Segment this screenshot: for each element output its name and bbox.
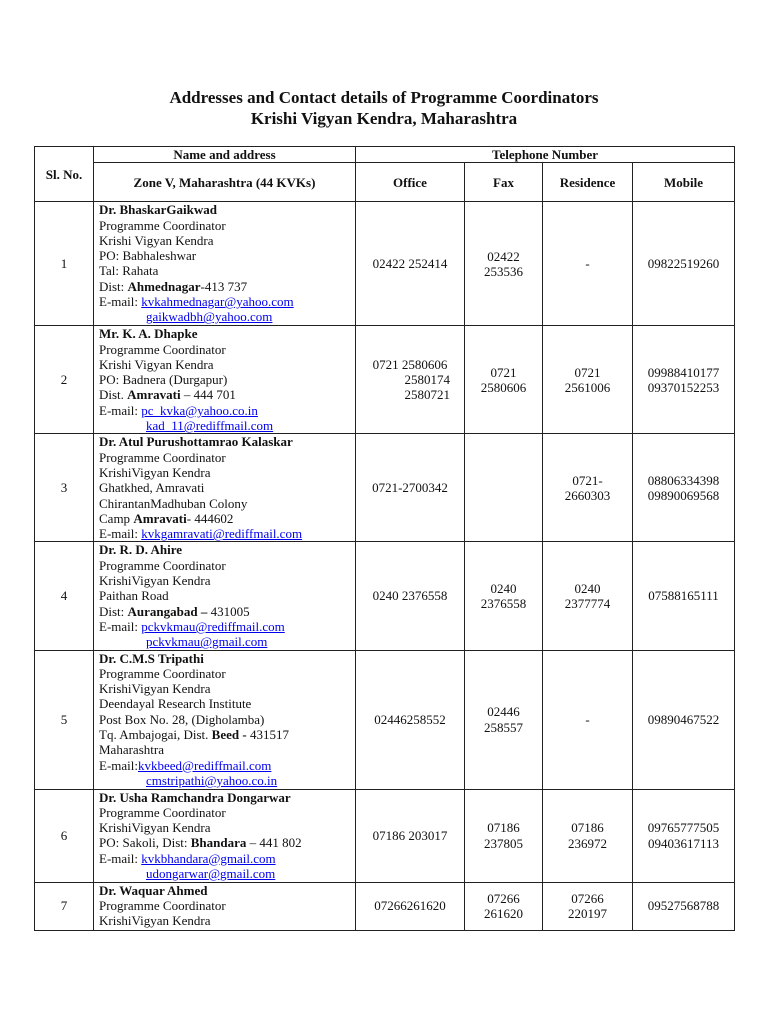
kvk-name: Krishi Vigyan Kendra: [99, 356, 214, 372]
email-link[interactable]: gaikwadbh@yahoo.com: [146, 309, 273, 325]
kvk-name: KrishiVigyan Kendra: [99, 913, 211, 929]
office-phone: 0721-2700342: [356, 434, 465, 542]
row-sl-no: 5: [35, 650, 94, 789]
fax-line: 02422: [487, 248, 520, 264]
district-line: [99, 604, 353, 619]
header-name-address: Name and address: [94, 147, 356, 163]
residence-line: 0240: [574, 580, 601, 596]
office-phone: 07186 203017: [356, 789, 465, 882]
fax-line: 0240: [490, 580, 517, 596]
coordinator-name: Dr. Atul Purushottamrao Kalaskar: [99, 434, 293, 450]
coordinator-name: Dr. Waquar Ahmed: [99, 882, 208, 898]
fax-number: [465, 789, 543, 882]
residence-line: 236972: [568, 835, 607, 851]
header-telephone: Telephone Number: [356, 147, 735, 163]
office-phone: 02446258552: [356, 650, 465, 789]
district-line: [99, 835, 353, 850]
row-sl-no: 7: [35, 882, 94, 930]
district-prefix: Dist:: [99, 603, 128, 619]
contact-table: [34, 146, 735, 931]
email-line: [99, 634, 353, 649]
camp-line: [99, 511, 353, 526]
table-row: [35, 434, 735, 542]
address-line: Tal: Rahata: [99, 263, 159, 279]
fax-line: 261620: [484, 906, 523, 922]
residence-phone: [543, 789, 633, 882]
email-label: E-mail:: [99, 526, 142, 542]
district-name: Beed -: [211, 727, 247, 743]
address-line: Post Box No. 28, (Digholamba): [99, 711, 265, 727]
email-line: [99, 866, 353, 881]
email-link[interactable]: udongarwar@gmail.com: [146, 866, 276, 882]
office-phone: 0240 2376558: [356, 542, 465, 650]
residence-line: 0721: [574, 364, 601, 380]
email-line: [99, 526, 353, 541]
email-label: E-mail:: [99, 850, 142, 866]
email-label: E-mail:: [99, 402, 142, 418]
residence-phone: -: [543, 202, 633, 326]
address-line: Ghatkhed, Amravati: [99, 480, 205, 496]
email-label: E-mail:: [99, 618, 142, 634]
email-label: E-mail:: [99, 294, 142, 310]
fax-line: 237805: [484, 835, 523, 851]
row-name-address: [94, 882, 356, 930]
district-prefix: Tq. Ambajogai, Dist.: [99, 727, 212, 743]
district-prefix: PO: Sakoli, Dist:: [99, 835, 191, 851]
email-line: [99, 294, 353, 309]
row-sl-no: 1: [35, 202, 94, 326]
email-line: [99, 418, 353, 433]
fax-number: [465, 882, 543, 930]
fax-line: 2376558: [480, 595, 527, 611]
office-phone: [356, 326, 465, 434]
designation: Programme Coordinator: [99, 665, 226, 681]
district-line: [99, 387, 353, 402]
designation: Programme Coordinator: [99, 897, 226, 913]
coordinator-name: Dr. R. D. Ahire: [99, 542, 183, 558]
mobile-number: 09822519260: [633, 202, 735, 326]
email-link[interactable]: kvkbhandara@gmail.com: [141, 850, 276, 866]
coordinator-name: Mr. K. A. Dhapke: [99, 326, 198, 342]
address-line: Paithan Road: [99, 588, 169, 604]
email-link[interactable]: kvkahmednagar@yahoo.com: [141, 294, 294, 310]
email-line: [99, 619, 353, 634]
email-link[interactable]: pckvkmau@rediffmail.com: [141, 618, 285, 634]
designation: Programme Coordinator: [99, 341, 226, 357]
residence-line: 2377774: [564, 595, 611, 611]
camp-pin: - 444602: [186, 510, 234, 526]
row-name-address: [94, 542, 356, 650]
row-name-address: [94, 650, 356, 789]
designation: Programme Coordinator: [99, 217, 226, 233]
row-sl-no: 2: [35, 326, 94, 434]
email-link[interactable]: kad_11@rediffmail.com: [146, 418, 274, 434]
coordinator-name: Dr. BhaskarGaikwad: [99, 202, 217, 218]
mobile-number: 07588165111: [633, 542, 735, 650]
row-name-address: [94, 434, 356, 542]
residence-line: 2660303: [564, 487, 611, 503]
header-residence: Residence: [543, 163, 633, 202]
mobile-line: 09403617113: [647, 835, 720, 851]
office-phone: 07266261620: [356, 882, 465, 930]
residence-line: 07266: [571, 890, 604, 906]
mobile-number: 09890467522: [633, 650, 735, 789]
email-link[interactable]: pckvkmau@gmail.com: [146, 634, 268, 650]
document-subtitle: Krishi Vigyan Kendra, Maharashtra: [250, 109, 518, 128]
mobile-number: [633, 326, 735, 434]
fax-line: 02446: [487, 704, 520, 720]
residence-line: 07186: [571, 820, 604, 836]
kvk-name: KrishiVigyan Kendra: [99, 573, 211, 589]
residence-line: 220197: [568, 906, 607, 922]
office-phone: 02422 252414: [356, 202, 465, 326]
residence-phone: [543, 882, 633, 930]
email-line: [99, 851, 353, 866]
row-name-address: [94, 202, 356, 326]
document-title: Addresses and Contact details of Programme Coordinators: [169, 88, 599, 107]
address-line: PO: Babhaleshwar: [99, 248, 197, 264]
header-row-bottom: [35, 163, 735, 202]
district-line: [99, 727, 353, 742]
fax-line: 07186: [487, 820, 520, 836]
table-row: [35, 326, 735, 434]
mobile-line: 08806334398: [647, 472, 720, 488]
fax-line: 07266: [487, 890, 520, 906]
email-label: E-mail:: [99, 757, 138, 773]
table-row: [35, 650, 735, 789]
email-link[interactable]: cmstripathi@yahoo.co.in: [146, 772, 278, 788]
address-line: PO: Badnera (Durgapur): [99, 372, 228, 388]
mobile-line: 09890069568: [647, 487, 720, 503]
table-row: [35, 789, 735, 882]
designation: Programme Coordinator: [99, 804, 226, 820]
header-fax: Fax: [465, 163, 543, 202]
fax-number: [465, 326, 543, 434]
fax-line: 0721: [490, 364, 517, 380]
header-sl-no: Sl. No.: [35, 147, 94, 202]
district-line: [99, 279, 353, 294]
coordinator-name: Dr. Usha Ramchandra Dongarwar: [99, 789, 291, 805]
fax-number: [465, 434, 543, 542]
district-name: Ahmednagar: [127, 278, 201, 294]
email-line: [99, 309, 353, 324]
address-line: Deendayal Research Institute: [99, 696, 252, 712]
address-line: Maharashtra: [99, 742, 164, 758]
email-link[interactable]: kvkbeed@rediffmail.com: [138, 757, 272, 773]
camp-name: Amravati: [133, 510, 187, 526]
residence-line: 2561006: [564, 379, 611, 395]
fax-number: [465, 650, 543, 789]
mobile-number: [633, 789, 735, 882]
mobile-line: 09765777505: [647, 820, 720, 836]
email-link[interactable]: kvkgamravati@rediffmail.com: [141, 526, 303, 542]
district-pin: – 444 701: [180, 387, 236, 403]
header-zone: Zone V, Maharashtra (44 KVKs): [94, 163, 356, 202]
district-pin: 431005: [207, 603, 250, 619]
mobile-line: 09370152253: [647, 379, 720, 395]
fax-line: 253536: [484, 263, 523, 279]
address-line: ChirantanMadhuban Colony: [99, 495, 248, 511]
row-sl-no: 6: [35, 789, 94, 882]
table-row: [35, 882, 735, 930]
office-line: 2580174: [404, 372, 450, 388]
district-prefix: Dist.: [99, 387, 128, 403]
fax-line: 258557: [484, 719, 523, 735]
row-name-address: [94, 326, 356, 434]
row-name-address: [94, 789, 356, 882]
email-link[interactable]: pc_kvka@yahoo.co.in: [141, 402, 258, 418]
mobile-number: 09527568788: [633, 882, 735, 930]
mobile-line: 09988410177: [647, 364, 720, 380]
email-line: [99, 773, 353, 788]
kvk-name: KrishiVigyan Kendra: [99, 681, 211, 697]
residence-phone: [543, 326, 633, 434]
residence-phone: [543, 542, 633, 650]
header-mobile: Mobile: [633, 163, 735, 202]
office-line: 2580721: [404, 387, 450, 403]
header-office: Office: [356, 163, 465, 202]
kvk-name: Krishi Vigyan Kendra: [99, 232, 214, 248]
email-line: [99, 758, 353, 773]
residence-line: 0721-: [572, 472, 603, 488]
row-sl-no: 4: [35, 542, 94, 650]
district-prefix: Dist:: [99, 278, 128, 294]
district-pin: – 441 802: [246, 835, 302, 851]
district-name: Amravati: [127, 387, 181, 403]
email-line: [99, 403, 353, 418]
district-pin: 431517: [246, 727, 289, 743]
district-pin: -413 737: [200, 278, 248, 294]
residence-phone: [543, 434, 633, 542]
table-row: [35, 542, 735, 650]
designation: Programme Coordinator: [99, 557, 226, 573]
row-sl-no: 3: [35, 434, 94, 542]
district-name: Aurangabad –: [127, 603, 208, 619]
residence-phone: -: [543, 650, 633, 789]
header-row-top: [35, 147, 735, 163]
table-row: [35, 202, 735, 326]
mobile-number: [633, 434, 735, 542]
coordinator-name: Dr. C.M.S Tripathi: [99, 650, 204, 666]
kvk-name: KrishiVigyan Kendra: [99, 464, 211, 480]
fax-line: 2580606: [480, 379, 527, 395]
kvk-name: KrishiVigyan Kendra: [99, 820, 211, 836]
designation: Programme Coordinator: [99, 449, 226, 465]
office-line: 0721 2580606: [372, 356, 448, 372]
camp-prefix: Camp: [99, 510, 134, 526]
fax-number: [465, 542, 543, 650]
fax-number: [465, 202, 543, 326]
district-name: Bhandara: [190, 835, 247, 851]
